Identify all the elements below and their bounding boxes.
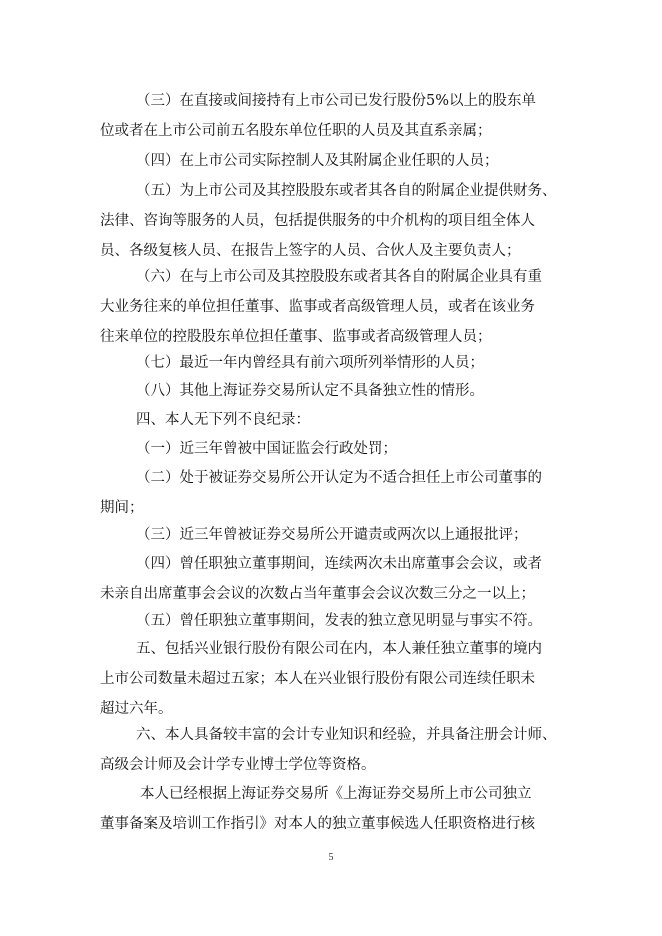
- text-line: 位或者在上市公司前五名股东单位任职的人员及其直系亲属；: [100, 123, 492, 139]
- paragraph-record-3: [100, 520, 566, 550]
- text-line: （四）曾任职独立董事期间，连续两次未出席董事会会议，或者: [136, 556, 542, 572]
- text-line: （二）处于被证券交易所公开认定为不适合担任上市公司董事的: [136, 470, 542, 486]
- paragraph-item-7: [100, 348, 566, 378]
- text-line: 六、本人具备较丰富的会计专业知识和经验，并具备注册会计师、: [136, 727, 557, 743]
- text-line: 往来单位的控股股东单位担任董事、监事或者高级管理人员；: [100, 329, 492, 345]
- paragraph-record-5: [100, 606, 566, 636]
- text-line: （七）最近一年内曾经具有前六项所列举情形的人员；: [136, 355, 484, 371]
- text-line: （一）近三年曾被中国证监会行政处罚；: [136, 441, 397, 457]
- text-line: 期间；: [100, 500, 144, 516]
- text-line: 员、各级复核人员、在报告上签字的人员、合伙人及主要负责人；: [100, 243, 521, 259]
- text-line: 五、包括兴业银行股份有限公司在内，本人兼任独立董事的境内: [136, 641, 542, 657]
- text-line: 大业务往来的单位担任董事、监事或者高级管理人员，或者在该业务: [100, 299, 535, 315]
- paragraph-record-2: [100, 463, 566, 523]
- paragraph-item-8: [100, 376, 566, 406]
- text-line: 四、本人无下列不良纪录：: [136, 412, 310, 428]
- text-line: （四）在上市公司实际控制人及其附属企业任职的人员；: [136, 153, 499, 169]
- text-line: （六）在与上市公司及其控股股东或者其各自的附属企业具有重: [136, 269, 542, 285]
- text-line: 未亲自出席董事会会议的次数占当年董事会会议次数三分之一以上；: [100, 586, 535, 602]
- paragraph-record-1: [100, 434, 566, 464]
- text-line: （三）在直接或间接持有上市公司已发行股份5%以上的股东单: [136, 93, 537, 109]
- page-number: 5: [328, 852, 334, 863]
- section-heading-5: [100, 634, 566, 724]
- text-line: 法律、咨询等服务的人员，包括提供服务的中介机构的项目组全体人: [100, 213, 535, 229]
- text-line: （五）曾任职独立董事期间，发表的独立意见明显与事实不符。: [136, 613, 542, 629]
- text-line: 上市公司数量未超过五家；本人在兴业银行股份有限公司连续任职未: [100, 671, 535, 687]
- section-heading-6: [100, 720, 566, 780]
- section-heading-4: [100, 405, 566, 435]
- text-line: 董事备案及培训工作指引》对本人的独立董事候选人任职资格进行核: [100, 816, 535, 832]
- text-line: 超过六年。: [100, 701, 173, 717]
- paragraph-item-5: [100, 176, 566, 266]
- paragraph-item-3: [100, 86, 566, 146]
- text-line: （八）其他上海证券交易所认定不具备独立性的情形。: [136, 383, 484, 399]
- text-line: 高级会计师及会计学专业博士学位等资格。: [100, 757, 376, 773]
- paragraph-item-6: [100, 262, 566, 352]
- paragraph-item-4: [100, 146, 566, 176]
- text-line: （三）近三年曾被证券交易所公开谴责或两次以上通报批评；: [136, 527, 528, 543]
- text-line: （五）为上市公司及其控股股东或者其各自的附属企业提供财务、: [136, 183, 557, 199]
- paragraph-record-4: [100, 549, 566, 609]
- text-line: 本人已经根据上海证券交易所《上海证券交易所上市公司独立: [140, 786, 532, 802]
- closing-paragraph: [100, 779, 566, 839]
